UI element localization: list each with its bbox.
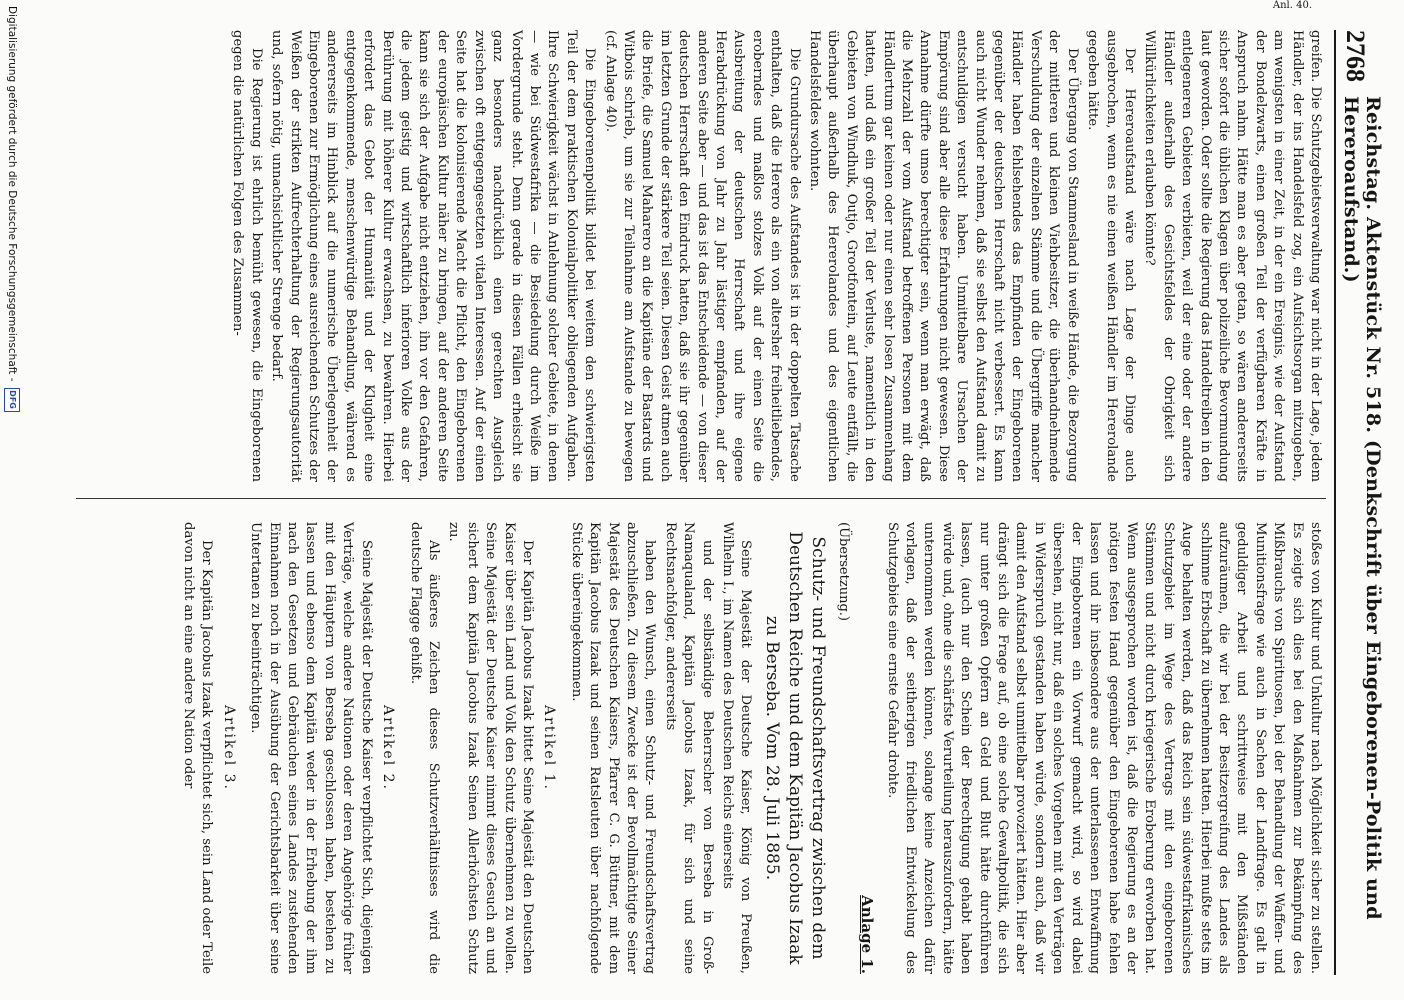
paragraph: Seine Majestät der Deutsche Kaiser, König von Preußen, Wilhelm I., im Namen des Deutschen Reichs einerseits xyxy=(720,522,754,974)
dfg-logo-icon: DFG xyxy=(5,388,21,412)
digitization-footer xyxy=(0,0,25,1000)
paragraph: Seine Majestät der Deutsche Kaiser verpflichtet Sich, diejenigen Verträge, welche andere Nationen oder deren Angehörige früher mit den Häuptern von Berseba geschlossen haben, bestehen zu lassen und ebenso dem Kapitän weder in der Erhebung der ihm nach den Gesetzen und Gebräuchen seines Landes zustehenden Einnahmen noch in der Ausübung der Gerichtsbarkeit über seine Untertanen zu beeinträchtigen. xyxy=(248,522,374,974)
header-rule xyxy=(1334,30,1336,975)
running-title: Reichstag. Aktenstück Nr. 518. (Denkschrift über Eingeborenen-Politik und Hereroaufstand.) xyxy=(1340,96,1384,920)
paragraph: Als äußeres Zeichen dieses Schutzverhältnisses wird die deutsche Flagge gehißt. xyxy=(407,522,441,974)
article-heading: Artikel 2. xyxy=(380,705,397,791)
page-number: 2768 xyxy=(1341,30,1370,82)
paragraph: und der selbständige Beherrscher von Berseba in Groß-Namaqualand, Kapitän Jacobus Izaak, für sich und seine Rechtsnachfolger, andererseits xyxy=(662,522,715,974)
paragraph: Der Kapitän Jacobus Izaak verpflichtet sich, sein Land oder Teile davon nicht an eine andere Nation oder xyxy=(181,522,215,974)
paragraph: Die Grundursache des Aufstandes ist in der doppelten Tatsache enthalten, daß die Herero als ein von altersher freiheitliebendes, eroberndes und maßlos stolzes Volk auf der einen Seite die Ausbreitung der deutschen Herrschaft und ihre eigene Herabdrückung von Jahr zu Jahr lästiger empfanden, auf der anderen Seite aber — und das ist das Entscheidende — von dieser deutschen Herrschaft den Eindruck hatten, daß sie ihr gegenüber im letzten Grunde der stärkere Teil seien. Diesen Geist atmen auch die Briefe, die Samuel Maharero an die Kapitäne der Bastards und Witbois schrieb, um sie zur Teilnahme am Aufstande zu bewegen (cf. Anlage 40). xyxy=(602,30,802,482)
treaty-title: Schutz- und Freundschaftsvertrag zwischen dem Deutschen Reiche und dem Kapitän Jacobus Izaak zu Berseba. Vom 28. Juli 1885. xyxy=(762,531,829,965)
margin-note: Anl. 40. xyxy=(1272,0,1312,11)
paragraph: stoßes von Kultur und Unkultur nach Möglichkeit sicher zu stellen. Es zeigte sich dies bei den Maßnahmen zur Bekämpfung des Mißbrauchs von Spirituosen, bei der Behandlung der Waffen- und Munitionsfrage wie auch in Sachen der Landfrage. Es galt in geduldiger Arbeit und schrittweise mit den Mißständen aufzuräumen, die wir bei der Besitzergreifung des Landes als schlimme Erbschaft zu übernehmen hatten. Hierbei mußte stets im Auge behalten werden, daß das Reich sein südwestafrikanisches Schutzgebiet im Wege des Vertrags mit den eingeborenen Stämmen und nicht durch kriegerische Eroberung erworben hat. Wenn ausgesprochen worden ist, daß die Regierung es an der nötigen festen Hand gegenüber den Eingeborenen habe fehlen lassen und ihr insbesondere aus der unterlassenen Entwaffnung der Eingeborenen ein Vorwurf gemacht wird, so wird dabei übersehen, nicht nur, daß ein solches Vorgehen mit den Verträgen in Widerspruch gestanden haben würde, sondern auch, daß wir damit den Aufstand selbst unmittelbar provoziert hätten. Hier aber drängt sich die Frage auf, ob eine solche Gewaltpolitik, die sich nur unter großen Opfern an Geld und Blut hätte durchführen lassen, (auch nur den Schein der Berechtigung gehabt haben würde und, ohne die schärfste Verurteilung herauszufordern, hätte unternommen werden können, solange keine Anzeichen dafür vorlagen, daß der seitherigen friedlichen Entwickelung des Schutzgebiets eine ernste Gefahr drohte. xyxy=(884,522,1323,974)
paragraph: Die Eingeborenenpolitik bildet bei weitem den schwierigsten Teil der dem praktischen Kolonialpolitiker obliegenden Aufgaben. Ihre Schwierigkeit wächst in Anlehnung solcher Gebiete, in denen — wie bei Südwestafrika — die Besiedelung durch Weiße im Vordergrunde steht. Denn gerade in diesen Fällen erheischt sie ganz besonders nachdrücklich einen gerechten Ausgleich zwischen oft entgegengesetzten vitalen Interessen. Auf der einen Seite hat die kolonisierende Macht die Pflicht, den Eingeborenen der europäischen Kultur näher zu bringen, auf der anderen Seite kann sie sich der Aufgabe nicht entziehen, ihn vor den Gefahren, die jedem geistig und wirtschaftlich inferioren Volke aus der Berührung mit höherer Kultur erwachsen, zu bewahren. Hierbei erfordert das Gebot der Humanität und der Klugheit eine entgegenkommende, menschenwürdige Behandlung, während es andererseits im Hinblick auf die numerische Überlegenheit der Eingeborenen zur Ermöglichung eines ausreichenden Schutzes der Weißen der strikten Aufrechterhaltung der Regierungsautorität und, sofern nötig, unnachsichtlicher Strenge bedarf. xyxy=(269,30,598,482)
paragraph: Die Regierung ist ehrlich bemüht gewesen, die Eingeborenen gegen die natürlichen Folgen des Zusammen- xyxy=(230,30,264,482)
translation-note: (Übersetzung.) xyxy=(835,522,851,621)
right-column xyxy=(64,522,1324,974)
footer-text: Digitalisierung gefördert durch die Deutsche Forschungsgemeinschaft - xyxy=(6,6,19,382)
anlage-label: Anlage 1. xyxy=(858,895,877,974)
left-column xyxy=(64,30,1324,482)
paragraph: Der Hereroaufstand wäre nach Lage der Dinge auch ausgebrochen, wenn es nie einen weißen Händler im Hererolande gegeben hätte. xyxy=(1085,30,1137,482)
article-heading: Artikel 3. xyxy=(220,705,237,791)
column-divider xyxy=(76,498,1326,499)
paragraph: Der Übergang von Stammesland in weiße Hände, die Bezorgung der mittleren und kleinen Viehbesitzer, die überhandnehmende Verschuldung der einzelnen Stämme und die Übergriffe mancher Händler haben fehlsehendes das Empfinden der Eingeborenen gegenüber der deutschen Herrschaft nicht verbessert. Es kann auch nicht Wunder nehmen, daß sie selbst den Aufstand damit zu entschuldigen versucht haben. Unmittelbare Ursachen der Empörung sind aber alle diese Erfahrungen nicht gewesen. Diese Annahme dürfte umso berechtigter sein, wenn man erwägt, daß die Mehrzahl der vom Aufstand betroffenen Personen mit dem Händlertum gar keinen oder nur einen sehr losen Zusammenhang hatten, und daß ein großer Teil der Verluste, namentlich in den Gebieten von Windhuk, Outjo, Grootfontein, auf Leute entfällt, die überhaupt außerhalb des Hererolandes und des eigentlichen Handelsfeldes wohnten. xyxy=(807,30,1080,482)
article-heading: Artikel 1. xyxy=(541,705,558,791)
paragraph: Der Kapitän Jacobus Izaak bittet Seine Majestät den Deutschen Kaiser über sein Land und Volk den Schutz übernehmen zu wollen. Seine Majestät der Deutsche Kaiser nimmt dieses Gesuch an und sichert dem Kapitän Jacobus Izaak Seinen Allerhöchsten Schutz zu. xyxy=(446,522,535,974)
paragraph: greifen. Die Schutzgebietsverwaltung war nicht in der Lage, jedem Händler, der ins Handelsfeld zog, ein Aufsichtsorgan mitzugeben, am wenigsten in einer Zeit, in der ein Ereignis, wie der Aufstand der Bondelzwarts, einen großen Teil der verfügbaren Kräfte in Anspruch nahm. Hätte man es aber getan, so wären andererseits sicher sofort die üblichen Klagen über polizeiliche Bevormundung laut geworden. Oder sollte die Regierung das Handeltreiben in den entlegeneren Gebieten verbieten, weil der eine oder der andere Händler außerhalb des Gesichtsfeldes der Obrigkeit sich Willkürlichkeiten erlauben könnte? xyxy=(1142,30,1323,482)
paragraph: haben den Wunsch, einen Schutz- und Freundschaftsvertrag abzuschließen. Zu diesem Zwecke ist der Bevollmächtigte Seiner Majestät des Deutschen Kaisers, Pfarrer C. G. Büttner, mit dem Kapitän Jacobus Izaak und seinen Ratsleuten über nachfolgende Stücke übereingekommen. xyxy=(568,522,658,974)
page-header xyxy=(1340,30,1396,970)
